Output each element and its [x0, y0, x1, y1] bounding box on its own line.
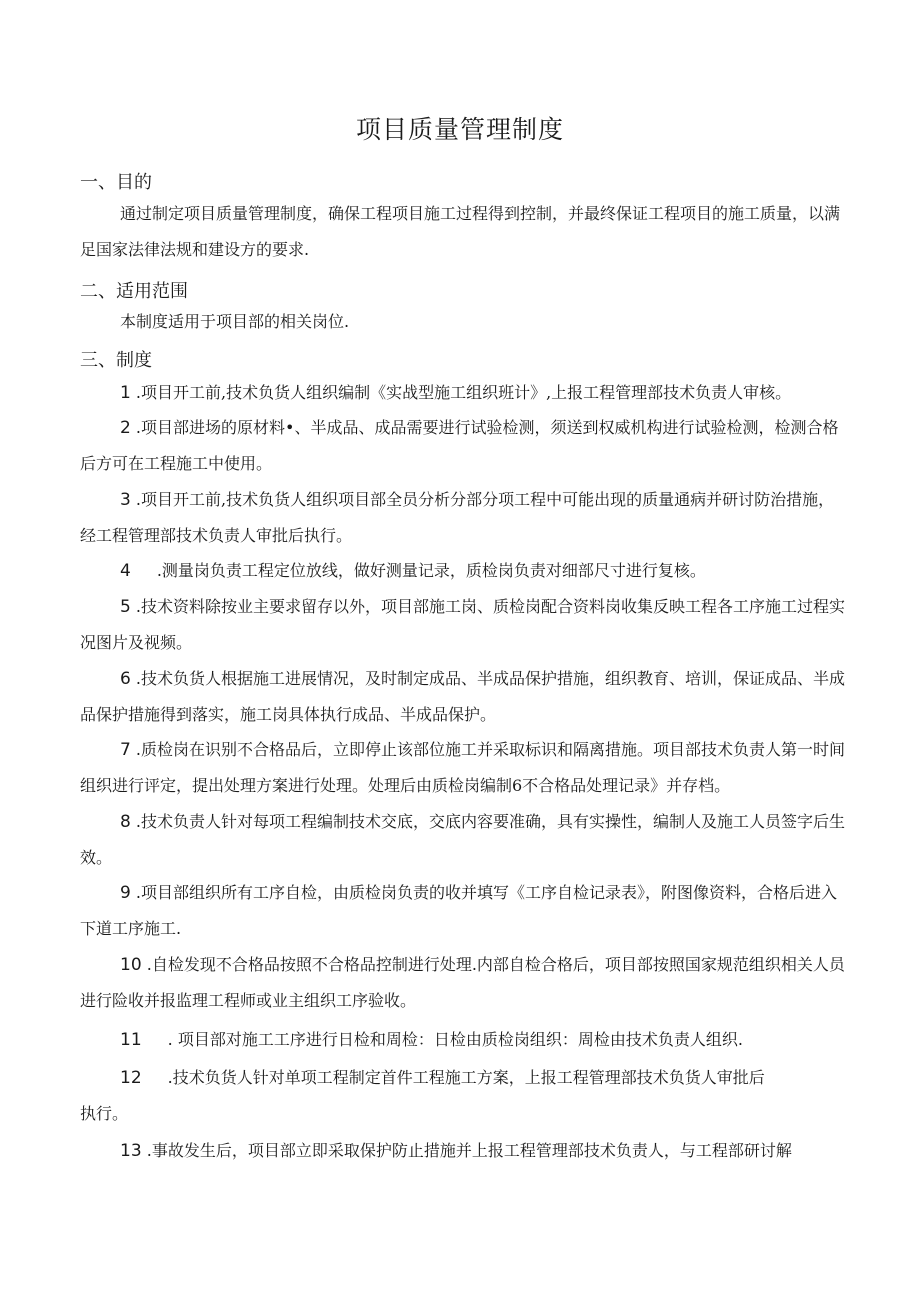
- rule-text: .项目部组织所有工序自检，由质检岗负责的收并填写《工序自检记录表》，附图像资料，合格后进入下道工序施工.: [80, 883, 838, 938]
- rule-number: 11: [120, 1030, 142, 1050]
- rule-item: [80, 375, 845, 411]
- rule-text: .自检发现不合格品按照不合格品控制进行处理.内部自检合格后，项目部按照国家规范组织相关人员进行险收并报监理工程师或业主组织工序验收。: [80, 955, 845, 1010]
- rule-item: [80, 1133, 845, 1169]
- rule-text: .项目开工前,技术负货人组织编制《实战型施工组织班计》,上报工程管理部技术负责人审核。: [135, 383, 792, 402]
- rule-text: .技术负货人针对单项工程制定首件工程施工方案，上报工程管理部技术负货人审批后: [167, 1068, 765, 1087]
- rule-text: . 项目部对施工工序进行日检和周检：日检由质检岗组织：周检由技术负责人组织.: [167, 1030, 743, 1049]
- rule-item: [80, 804, 845, 876]
- rule-number: 1: [120, 383, 131, 403]
- document-title: 项目质量管理制度: [355, 115, 564, 144]
- section-heading-scope: 二、适用范围: [80, 281, 188, 302]
- rule-text: .技术资料除按业主要求留存以外，项目部施工岗、质检岗配合资料岗收集反映工程各工序施工过程实况图片及视频。: [80, 597, 846, 652]
- rule-number: 5: [120, 597, 131, 617]
- rule-item: [80, 875, 845, 947]
- rule-number: 9: [120, 883, 131, 903]
- rule-number: 10: [120, 955, 142, 975]
- rule-item: [80, 589, 845, 661]
- rule-number: 8: [120, 812, 131, 832]
- section-heading-rules: 三、制度: [80, 350, 152, 371]
- purpose-paragraph: 通过制定项目质量管理制度，确保工程项目施工过程得到控制，并最终保证工程项目的施工质量，以满足国家法律法规和建设方的要求.: [80, 204, 841, 259]
- rule-number: 12: [120, 1068, 142, 1088]
- rule-text: .事故发生后，项目部立即采取保护防止措施并上报工程管理部技术负责人，与工程部研讨解: [146, 1141, 792, 1160]
- rule-number: 2: [120, 418, 131, 438]
- rule-text: .项目开工前,技术负货人组织项目部全员分析分部分项工程中可能出现的质量通病并研讨防治措施，经工程管理部技术负责人审批后执行。: [80, 490, 835, 545]
- rule-number: 4: [120, 561, 131, 581]
- rule-item: [80, 1060, 845, 1096]
- rule-text: .项目部进场的原材料•、半成品、成品需要进行试验检测，须送到权威机构进行试验检测，检测合格后方可在工程施工中使用。: [80, 418, 839, 473]
- rule-item: [80, 661, 845, 733]
- rule-item-continuation: [80, 1096, 845, 1132]
- rule-item: [80, 732, 845, 804]
- rule-item: [80, 410, 845, 482]
- rule-text: .质检岗在识别不合格品后，立即停止该部位施工并采取标识和隔离措施。项目部技术负责人第一时间组织进行评定，提出处理方案进行处理。处理后由质检岗编制6不合格品处理记录》并存档。: [80, 740, 846, 795]
- rule-item: [80, 947, 845, 1019]
- section-heading-purpose: 一、目的: [80, 172, 152, 193]
- rule-item: [80, 482, 845, 554]
- rule-number: 13: [120, 1141, 142, 1161]
- rule-item: [80, 553, 845, 589]
- rule-text: .测量岗负责工程定位放线，做好测量记录，质检岗负责对细部尺寸进行复核。: [156, 561, 706, 580]
- rule-number: 3: [120, 490, 131, 510]
- rule-item: [80, 1022, 845, 1058]
- rule-text: 执行。: [80, 1104, 129, 1123]
- rule-number: 6: [120, 669, 131, 689]
- rule-text: .技术负责人针对每项工程编制技术交底，交底内容要准确，具有实操性，编制人及施工人员签字后生效。: [80, 812, 846, 867]
- rule-number: 7: [120, 740, 131, 760]
- scope-paragraph: 本制度适用于项目部的相关岗位.: [120, 312, 350, 331]
- rule-text: .技术负货人根据施工进展情况，及时制定成品、半成品保护措施，组织教育、培训，保证成品、半成品保护措施得到落实，施工岗具体执行成品、半成品保护。: [80, 669, 846, 724]
